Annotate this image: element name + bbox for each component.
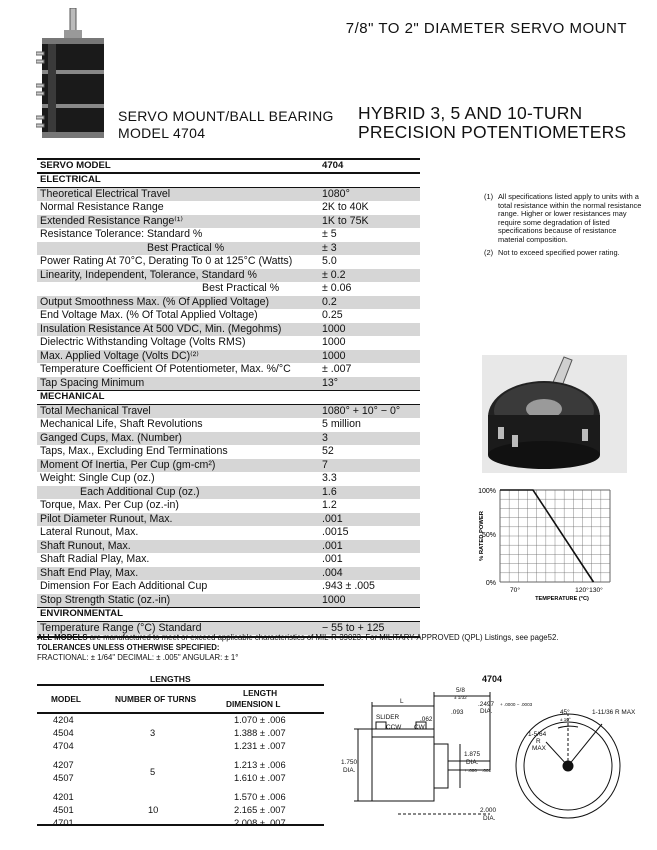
length-model: 4701 [53, 818, 74, 828]
spec-label: Pilot Diameter Runout, Max. [40, 512, 173, 525]
spec-row [37, 282, 420, 296]
dim-angle-45-tol: ± 10° [560, 717, 571, 722]
spec-label: Lateral Runout, Max. [40, 526, 139, 538]
spec-row [37, 215, 420, 229]
spec-value: 1080° [322, 187, 350, 200]
spec-label: Max. Applied Voltage (Volts DC)⁽²⁾ [40, 349, 199, 362]
spec-header-value: 4704 [322, 160, 344, 171]
spec-value: − 55 to + 125 [322, 621, 385, 634]
length-dimension: 2.008 ± .007 [234, 818, 286, 828]
length-turns: 10 [148, 805, 159, 815]
spec-row [37, 580, 420, 594]
footnote-1 [484, 193, 644, 245]
chart-y-tick: 50% [481, 532, 496, 539]
spec-value: .001 [322, 512, 343, 525]
spec-value: .001 [322, 553, 343, 565]
spec-value: 1.6 [322, 485, 337, 498]
spec-row [37, 201, 420, 215]
spec-label: Extended Resistance Range⁽¹⁾ [40, 214, 184, 227]
spec-value: 1000 [322, 593, 346, 606]
length-model: 4201 [53, 792, 74, 802]
length-model: 4504 [53, 728, 74, 738]
spec-value: 3 [322, 431, 328, 444]
section-title: ENVIRONMENTAL [40, 608, 123, 619]
dim-dia-1: DIA. [480, 708, 493, 715]
spec-value: .0015 [322, 526, 349, 538]
spec-row [37, 432, 420, 446]
chart-grid [500, 490, 610, 582]
spec-value: 1080° + 10° − 0° [322, 404, 401, 417]
spec-value: 1000 [322, 349, 346, 362]
section-electrical [37, 174, 420, 188]
spec-row [37, 553, 420, 567]
length-turns: 3 [150, 728, 156, 738]
spec-row [37, 486, 420, 500]
spec-value: ± 0.2 [322, 268, 346, 281]
spec-label: Resistance Tolerance: Standard % [40, 228, 203, 240]
potentiometer-photo [36, 8, 116, 140]
length-dimension: 2.165 ± .007 [234, 805, 286, 815]
spec-label: Shaft End Play, Max. [40, 566, 139, 579]
dim-5-8: 5/8 [456, 687, 465, 694]
spec-value: ± 3 [322, 241, 337, 254]
fineprint-line1 [37, 633, 637, 643]
spec-label: Best Practical % [147, 241, 225, 254]
dim-2497: .2497 [478, 701, 494, 708]
dim-dia-2: DIA. [343, 767, 356, 774]
spec-label: Theoretical Electrical Travel [40, 187, 171, 200]
label-slider: SLIDER [376, 714, 400, 721]
spec-label: Dielectric Withstanding Voltage (Volts RMS) [40, 336, 246, 348]
spec-value: 7 [322, 458, 328, 471]
spec-header-label: SERVO MODEL [40, 160, 111, 171]
dim-1875-tol: + .000 − .001 [464, 768, 492, 773]
spec-label: Output Smoothness Max. (% Of Applied Voltage) [40, 295, 270, 308]
length-dimension: 1.610 ± .007 [234, 773, 286, 783]
spec-label: Stop Strength Static (oz.-in) [40, 593, 171, 606]
potentiometer-closeup-photo [482, 355, 627, 473]
chart-y-label: % RATED POWER [479, 511, 485, 561]
chart-x-tick: 120° [575, 587, 589, 594]
length-model: 4704 [53, 741, 74, 751]
spec-row [37, 499, 420, 513]
spec-value: 52 [322, 445, 334, 457]
length-model: 4507 [53, 773, 74, 783]
spec-label: Shaft Runout, Max. [40, 539, 131, 552]
spec-label: Temperature Range (°C) Standard [40, 621, 202, 634]
dim-1875: 1.875 [464, 751, 480, 758]
spec-value: 2K to 40K [322, 201, 369, 213]
col-turns: NUMBER OF TURNS [115, 694, 197, 704]
spec-label: Linearity, Independent, Tolerance, Standard % [40, 268, 257, 281]
fineprint-line2: TOLERANCES UNLESS OTHERWISE SPECIFIED: [37, 643, 220, 652]
spec-value: .004 [322, 566, 343, 579]
length-model: 4501 [53, 805, 74, 815]
dim-L: L [400, 698, 404, 705]
fineprint-text: are manufactured to meet or exceed applicable characteristics of MIL-R-39023. For MILITARY-APPROVED (QPL) Listings, see page52. [87, 633, 559, 642]
dimension-drawing [340, 684, 646, 834]
electrical-rows [37, 188, 420, 391]
spec-row [37, 269, 420, 283]
spec-row [37, 567, 420, 581]
footnote-number: (2) [484, 247, 494, 257]
spec-row [37, 377, 420, 391]
spec-value: 13° [322, 376, 339, 389]
spec-value: 1000 [322, 322, 346, 335]
length-turns: 5 [150, 766, 156, 777]
footnote-text: Not to exceed specified power rating. [498, 247, 620, 257]
dim-r-max-2c: MAX [532, 745, 546, 752]
length-dimension: 1.231 ± .007 [234, 741, 286, 751]
lengths-title: LENGTHS [150, 674, 191, 684]
spec-row [37, 459, 420, 473]
dim-dia-3: DIA. [466, 759, 479, 766]
spec-value: 0.25 [322, 309, 343, 321]
spec-row [37, 323, 420, 337]
spec-row [37, 188, 420, 202]
chart-y-tick: 0% [485, 580, 496, 587]
spec-row [37, 363, 420, 377]
spec-value: .943 ± .005 [322, 580, 375, 592]
spec-value: 5.0 [322, 255, 337, 267]
dim-dia-4: DIA. [483, 815, 496, 822]
dim-1750: 1.750 [341, 759, 357, 766]
label-ccw: CCW [386, 724, 402, 731]
fineprint [37, 633, 637, 663]
spec-label: Torque, Max. Per Cup (oz.-in) [40, 499, 179, 511]
footnotes [484, 193, 644, 261]
spec-label: Tap Spacing Minimum [40, 376, 145, 389]
spec-row [37, 526, 420, 540]
spec-value: ± 0.06 [322, 282, 352, 294]
lengths-header [37, 684, 324, 714]
dim-r-max-2: 1-5/64 [528, 731, 547, 738]
spec-row [37, 309, 420, 323]
spec-label: Dimension For Each Additional Cup [40, 580, 208, 592]
fineprint-line3: FRACTIONAL: ± 1/64" DECIMAL: ± .005" ANGULAR: ± 1° [37, 653, 239, 662]
spec-value: ± 5 [322, 228, 337, 240]
col-length-1: LENGTH [243, 688, 278, 698]
spec-row [37, 540, 420, 554]
subtitle-right-line2: PRECISION POTENTIOMETERS [358, 122, 627, 142]
spec-label: Moment Of Inertia, Per Cup (gm-cm²) [40, 458, 216, 471]
spec-row [37, 228, 420, 242]
length-dimension: 1.388 ± .007 [234, 728, 286, 738]
subtitle-right-line1: HYBRID 3, 5 AND 10-TURN [358, 103, 583, 123]
dim-093: .093 [451, 709, 464, 716]
lengths-table [37, 684, 324, 828]
dim-062: .062 [420, 716, 433, 723]
spec-row [37, 513, 420, 527]
spec-label: Shaft Radial Play, Max. [40, 553, 150, 565]
chart-y-tick: 100% [478, 488, 496, 495]
length-dimension: 1.070 ± .006 [234, 715, 286, 725]
footnote-text: All specifications listed apply to units with a total resistance within the normal resistance range. Higher or lower resistances may require some degradation of listed specifications because of resistance material composition. [498, 192, 642, 244]
spec-value: 1.2 [322, 499, 337, 511]
dim-angle-45: 45° [560, 709, 570, 716]
section-mechanical [37, 390, 420, 405]
footnote-2 [484, 249, 644, 258]
spec-table [37, 158, 420, 638]
subtitle-right [358, 104, 626, 142]
mechanical-rows [37, 405, 420, 608]
spec-row [37, 296, 420, 310]
length-model: 4207 [53, 760, 74, 770]
derating-chart [470, 478, 640, 606]
subtitle-left-line1: SERVO MOUNT/BALL BEARING [118, 108, 334, 124]
spec-label: Ganged Cups, Max. (Number) [40, 431, 182, 444]
spec-row [37, 418, 420, 432]
spec-label: Taps, Max., Excluding End Terminations [40, 445, 228, 457]
subtitle-left [118, 108, 334, 142]
spec-row [37, 255, 420, 269]
spec-value: 3.3 [322, 472, 337, 484]
spec-label: End Voltage Max. (% Of Total Applied Voltage) [40, 309, 258, 321]
label-cw: CW [414, 724, 425, 731]
spec-value: .001 [322, 539, 343, 552]
subtitle-left-line2: MODEL 4704 [118, 125, 206, 141]
spec-header-row [37, 158, 420, 174]
section-title: ELECTRICAL [40, 174, 101, 185]
dim-2000: 2.000 [480, 807, 496, 814]
chart-x-tick: 70° [510, 587, 520, 594]
spec-label: Power Rating At 70°C, Derating To 0 at 125°C (Watts) [40, 255, 293, 267]
length-model: 4204 [53, 715, 74, 725]
page-title: 7/8" TO 2" DIAMETER SERVO MOUNT [345, 20, 627, 37]
spec-label: Best Practical % [202, 282, 280, 294]
dim-5-8-tol: ± 1/32 [454, 695, 467, 700]
footnote-number: (1) [484, 192, 494, 201]
spec-row [37, 594, 420, 608]
spec-label: Normal Resistance Range [40, 201, 164, 213]
spec-label: Weight: Single Cup (oz.) [40, 472, 155, 484]
spec-row [37, 350, 420, 364]
col-length-2: DIMENSION L [226, 699, 281, 709]
spec-value: ± .007 [322, 363, 352, 375]
spec-row [37, 472, 420, 486]
dim-r-max-2b: R [536, 738, 541, 745]
spec-row [37, 445, 420, 459]
chart-x-tick: 130° [589, 587, 603, 594]
spec-value: 0.2 [322, 295, 337, 308]
spec-label: Temperature Coefficient Of Potentiometer, Max. %/°C [40, 363, 291, 375]
spec-row [37, 405, 420, 419]
length-dimension: 1.570 ± .006 [234, 792, 286, 802]
dim-r-max-1: 1-11/36 R MAX [592, 709, 636, 716]
spec-label: Mechanical Life, Shaft Revolutions [40, 418, 203, 430]
col-model: MODEL [51, 694, 81, 704]
lengths-bottom-rule [37, 824, 324, 826]
drawing-title: 4704 [482, 674, 503, 684]
spec-value: 5 million [322, 418, 361, 430]
spec-value: 1K to 75K [322, 214, 369, 227]
spec-label: Insulation Resistance At 500 VDC, Min. (Megohms) [40, 322, 282, 335]
spec-label: Total Mechanical Travel [40, 404, 151, 417]
section-title: MECHANICAL [40, 391, 105, 402]
dim-2497-tol: + .0000 − .0003 [500, 702, 533, 707]
chart-x-label: TEMPERATURE (°C) [535, 596, 589, 602]
spec-value: 1000 [322, 336, 346, 348]
fineprint-bold: ALL MODELS [37, 633, 88, 642]
spec-row [37, 242, 420, 256]
spec-row [37, 336, 420, 350]
section-environmental [37, 607, 420, 622]
spec-label: Each Additional Cup (oz.) [80, 485, 200, 498]
length-dimension: 1.213 ± .006 [234, 760, 286, 770]
